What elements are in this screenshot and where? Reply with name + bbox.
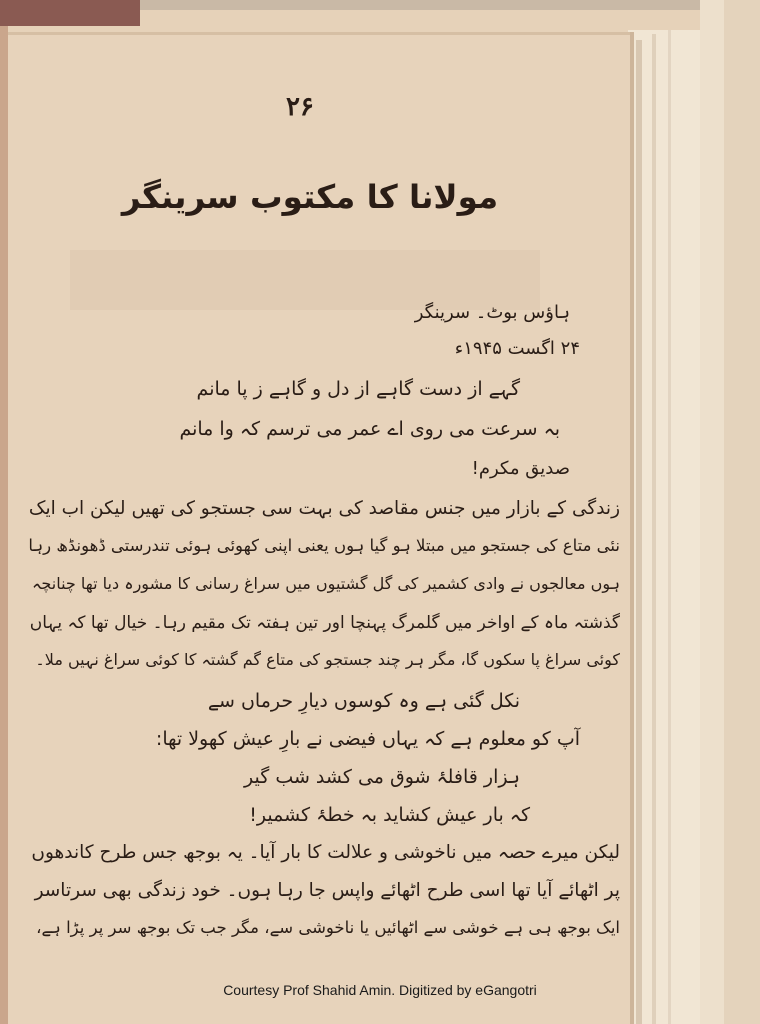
letter-title: مولانا کا مکتوب سرینگر xyxy=(121,178,499,216)
digitization-credit: Courtesy Prof Shahid Amin. Digitized by eGangotri xyxy=(223,982,537,998)
paragraph-line: زندگی کے بازار میں جنس مقاصد کی بہت سی جستجو کی تھیں لیکن اب ایک xyxy=(28,498,620,519)
page-number: ۲۶ xyxy=(286,92,314,122)
paragraph-line: نئی متاع کی جستجو میں مبتلا ہو گیا ہوں یعنی اپنی کھوئی ہوئی تندرستی ڈھونڈھ رہا xyxy=(28,536,620,555)
paragraph-line: ہوں معالجوں نے وادی کشمیر کی گل گشتیوں میں سراغ رسانی کا مشورہ دیا تھا چنانچہ xyxy=(32,574,620,593)
letter-date: ۲۴ اگست ۱۹۴۵ء xyxy=(454,338,580,359)
paragraph-line: آپ کو معلوم ہے کہ یہاں فیضی نے بارِ عیش کھولا تھا: xyxy=(155,728,580,750)
salutation: صدیق مکرم! xyxy=(471,458,570,479)
paragraph-line: ایک بوجھ ہی ہے خوشی سے اٹھائیں یا ناخوشی سے، مگر جب تک بوجھ سر پر پڑا ہے، xyxy=(36,918,620,937)
paragraph-line: پر اٹھائے آیا تھا اسی طرح اٹھائے واپس جا رہا ہوں۔ خود زندگی بھی سرتاسر xyxy=(34,880,620,901)
middle-verse: نکل گئی ہے وہ کوسوں دیارِ حرماں سے xyxy=(207,690,520,712)
faizi-verse-line: کہ بار عیش کشاید بہ خطۂ کشمیر! xyxy=(249,804,530,826)
opening-verse-line: گہے از دست گاہے از دل و گاہے ز پا مانم xyxy=(196,378,520,400)
letter-address: ہاؤس بوٹ۔ سرینگر xyxy=(414,302,570,323)
paragraph-line: لیکن میرے حصہ میں ناخوشی و علالت کا بار آیا۔ یہ بوجھ جس طرح کاندھوں xyxy=(31,842,620,863)
paragraph-line: گذشتہ ماہ کے اواخر میں گلمرگ پہنچا اور تین ہفتہ تک مقیم رہا۔ خیال تھا کہ یہاں xyxy=(29,613,620,633)
paragraph-line: کوئی سراغ پا سکوں گا، مگر ہر چند جستجو کی متاع گم گشتہ کا کوئی سراغ نہیں ملا۔ xyxy=(35,650,620,669)
faizi-verse-line: ہزار قافلۂ شوق می کشد شب گیر xyxy=(244,766,520,788)
opening-verse-line: بہ سرعت می روی اے عمر می ترسم کہ وا مانم xyxy=(179,418,560,440)
